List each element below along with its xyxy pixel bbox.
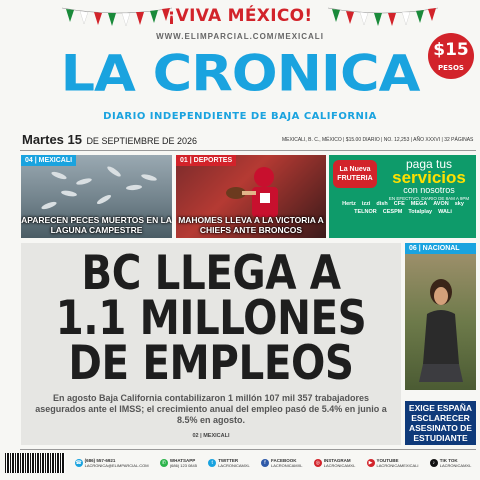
story-tile-dead-fish[interactable] (21, 155, 172, 238)
youtube-icon: ▶ (367, 459, 375, 467)
brand-logo: MEGA (410, 201, 428, 207)
story-caption: APARECEN PECES MUERTOS EN LA LAGUNA CAMPESTRE (21, 215, 172, 235)
side-caption: EXIGE ESPAÑA ESCLARECER ASESINATO DE ESTUDIANTE (405, 401, 476, 445)
ad-line-1: paga tus (405, 157, 453, 171)
main-story[interactable] (21, 243, 401, 445)
social-label: INSTAGRAM (323, 458, 351, 463)
tiktok-icon: ♪ (430, 459, 438, 467)
ad-line-4: EN EFECTIVO, DIARIO DE 8AM A 9PM (388, 196, 470, 201)
social-handle: (686) 123 0845 (169, 463, 197, 468)
ad-line-3: con nosotros (403, 185, 455, 195)
fruteria-logo: La Nueva FRUTERIA (333, 160, 377, 188)
student-photo (405, 254, 476, 390)
social-whatsapp[interactable] (160, 458, 197, 468)
brand-logo: CESPM (382, 209, 403, 215)
social-label: YOUTUBE (376, 458, 399, 463)
ad-brand-logos (332, 201, 474, 215)
fruteria-ad[interactable] (329, 155, 476, 238)
social-handle: LACRONICAMEXICALI (376, 463, 419, 468)
social-handle: LACRONICAMXL (323, 463, 356, 468)
facebook-icon: f (261, 459, 269, 467)
brand-logo: dish (376, 201, 388, 207)
social-links (65, 458, 477, 468)
masthead-logo (55, 42, 425, 106)
section-tag: 04 | MEXICALI (21, 155, 76, 166)
edition-meta: MEXICALI, B. C., MÉXICO | $15.00 DIARIO | NO. 12,253 | AÑO XXXVI | 32 PÁGINAS (282, 137, 474, 143)
divider (20, 449, 476, 450)
viva-mexico-banner: ¡VIVA MÉXICO! (167, 6, 313, 26)
social-handle: LACRONICAMXL (439, 463, 472, 468)
main-deck: En agosto Baja California contabilizaron 1 millón 107 mil 357 trabajadores asegurados ante el IMSS; el crecimiento anual del empleo pasó de 5.4% en junio a 8.5% en agosto. (35, 393, 387, 425)
brand-logo: CFE (393, 201, 405, 207)
whatsapp-icon: ✆ (161, 460, 166, 466)
date-day: Martes 15 (22, 132, 82, 147)
brand-logo: TELNOR (354, 209, 377, 215)
social-phone[interactable] (75, 458, 149, 468)
ad-line-2: servicios (392, 168, 466, 187)
main-headline: BC LLEGA A 1.1 MILLONES DE EMPLEOS (55, 246, 367, 391)
story-tile-mahomes[interactable] (176, 155, 326, 238)
social-label: FACEBOOK (270, 458, 297, 463)
social-facebook[interactable] (261, 458, 303, 468)
social-handle: LACRONICAMXL (270, 463, 303, 468)
barcode (5, 453, 65, 473)
social-handle: LACRONICAMXL (218, 463, 250, 468)
masthead-subtitle: DIARIO INDEPENDIENTE DE BAJA CALIFORNIA (103, 111, 377, 122)
social-tiktok[interactable] (430, 458, 472, 468)
social-label: TIK TOK (439, 458, 458, 463)
social-youtube[interactable] (367, 458, 419, 468)
main-section-tag: 02 | MEXICALI (192, 433, 230, 439)
section-tag: 01 | DEPORTES (176, 155, 236, 166)
football-player-image (216, 163, 296, 223)
social-twitter[interactable] (208, 458, 250, 468)
social-label: (686) 557-6921 (84, 458, 116, 463)
brand-logo: izzi (361, 201, 371, 207)
divider (20, 150, 476, 151)
footer-bar (5, 452, 477, 474)
brand-logo: Totalplay (408, 209, 433, 215)
phone-icon: ☎ (75, 460, 82, 466)
section-tag: 06 | NACIONAL (405, 243, 476, 254)
brand-logo: sky (454, 201, 464, 207)
website-url[interactable]: WWW.ELIMPARCIAL.COM/MEXICALI (156, 32, 324, 41)
brand-logo: WALi (438, 209, 452, 215)
price-currency: PESOS (438, 64, 464, 72)
social-instagram[interactable] (314, 458, 356, 468)
social-label: TWITTER (218, 458, 239, 463)
price-amount: $15 (433, 40, 469, 60)
brand-logo: AVON (433, 201, 449, 207)
dateline (22, 131, 197, 149)
social-label: WHATSAPP (169, 458, 196, 463)
story-caption: MAHOMES LLEVA A LA VICTORIA A CHIEFS ANTE BRONCOS (178, 215, 324, 235)
masthead-title: LA CRONICA (60, 44, 420, 103)
brand-logo: Hertz (342, 201, 356, 207)
date-rest: DE SEPTIEMBRE DE 2026 (86, 136, 197, 146)
social-handle: LACRONICA@ELIMPARCIAL.COM (84, 463, 149, 468)
twitter-icon: t (208, 459, 216, 467)
price-badge (428, 33, 474, 79)
instagram-icon: ◎ (315, 460, 320, 466)
side-story[interactable] (405, 243, 476, 445)
